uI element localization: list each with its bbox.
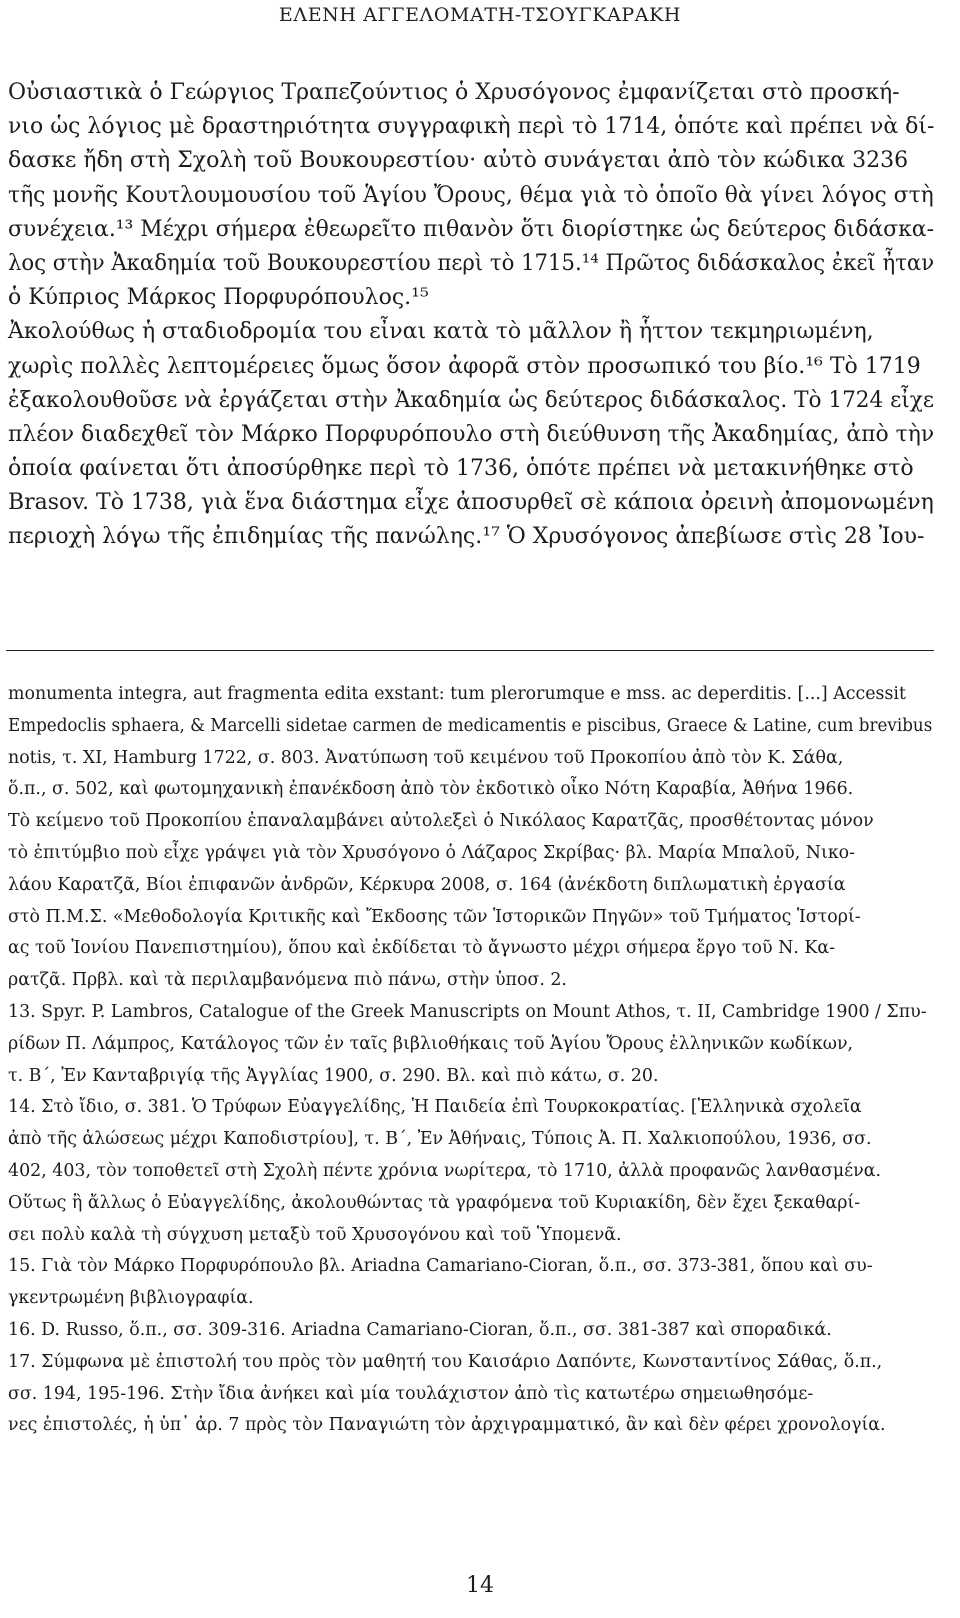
text-line: δασκε ἤδη στὴ Σχολὴ τοῦ Βουκουρεστίου· αὐτὸ συνάγεται ἀπὸ τὸν κώδικα 3236 [8, 148, 909, 174]
text-line: πλέον διαδεχθεῖ τὸν Μάρκο Πορφυρόπουλο στὴ διεύθυνση τῆς Ἀκαδημίας, ἀπὸ τὴν [8, 421, 935, 447]
text-line: περιοχὴ λόγω τῆς ἐπιδημίας τῆς πανώλης.¹⁷ Ὁ Χρυσόγονος ἀπεβίωσε στὶς 28 Ἰου- [8, 524, 925, 550]
footnote-line: σει πολὺ καλὰ τὴ σύγχυση μεταξὺ τοῦ Χρυσογόνου καὶ τοῦ Ὑπομενᾶ. [8, 1224, 622, 1245]
text-line: τῆς μονῆς Κουτλουμουσίου τοῦ Ἁγίου Ὄρους, θέμα γιὰ τὸ ὁποῖο θὰ γίνει λόγος στὴ [8, 182, 934, 208]
text-line: ὁποία φαίνεται ὅτι ἀποσύρθηκε περὶ τὸ 1736, ὁπότε πρέπει νὰ μετακινήθηκε στὸ [8, 456, 914, 482]
footnote-line: 16. D. Russo, ὅ.π., σσ. 309-316. Ariadna Camariano-Cioran, ὅ.π., σσ. 381-387 καὶ σποραδικά. [8, 1319, 832, 1340]
text-line: συνέχεια.¹³ Μέχρι σήμερα ἐθεωρεῖτο πιθανὸν ὅτι διορίστηκε ὡς δεύτερος διδάσκα- [8, 216, 934, 242]
footnote-line: ρατζᾶ. Πρβλ. καὶ τὰ περιλαμβανόμενα πιὸ πάνω, στὴν ὑποσ. 2. [8, 970, 567, 991]
footnote-line: ὅ.π., σ. 502, καὶ φωτομηχανικὴ ἐπανέκδοση ἀπὸ τὸν ἐκδοτικὸ οἶκο Νότη Καραβία, Ἀθήνα 1966. [8, 779, 854, 800]
footnote-line: 13. Spyr. P. Lambros, Catalogue of the Greek Manuscripts on Mount Athos, τ. II, Cambridge 1900 / Σπυ- [8, 1001, 927, 1022]
footnote-line: τὸ ἐπιτύμβιο ποὺ εἶχε γράψει γιὰ τὸν Χρυσόγονο ὁ Λάζαρος Σκρίβας· βλ. Μαρία Μπαλοῦ, Νικο- [8, 842, 856, 863]
text-line: Οὐσιαστικὰ ὁ Γεώργιος Τραπεζούντιος ὁ Χρυσόγονος ἐμφανίζεται στὸ προσκή- [8, 80, 900, 105]
footnote-line: τ. Β΄, Ἐν Κανταβριγίᾳ τῆς Ἀγγλίας 1900, σ. 290. Βλ. καὶ πιὸ κάτω, σ. 20. [8, 1065, 659, 1086]
footnote-line: νες ἐπιστολές, ἡ ὑπ᾽ ἀρ. 7 πρὸς τὸν Παναγιώτη τὸν ἀρχιγραμματικό, ἂν καὶ δὲν φέρει χρονολογία. [8, 1415, 886, 1436]
footnote-line: Οὕτως ἢ ἄλλως ὁ Εὐαγγελίδης, ἀκολουθώντας τὰ γραφόμενα τοῦ Κυριακίδη, δὲν ἔχει ξεκαθαρί- [8, 1192, 861, 1213]
text-line: Ἀκολούθως ἡ σταδιοδρομία του εἶναι κατὰ τὸ μᾶλλον ἢ ἧττον τεκμηριωμένη, [8, 319, 874, 345]
footnote-line: 15. Γιὰ τὸν Μάρκο Πορφυρόπουλο βλ. Ariadna Camariano-Cioran, ὅ.π., σσ. 373-381, ὅπου καὶ συ- [8, 1256, 873, 1277]
footnote-line: Τὸ κείμενο τοῦ Προκοπίου ἐπαναλαμβάνει αὐτολεξεὶ ὁ Νικόλαος Καρατζᾶς, προσθέτοντας μόνον [8, 811, 874, 832]
footnote-line: notis, τ. XI, Hamburg 1722, σ. 803. Ἀνατύπωση τοῦ κειμένου τοῦ Προκοπίου ἀπὸ τὸν Κ. Σάθα, [8, 747, 844, 768]
footnote-line: 17. Σύμφωνα μὲ ἐπιστολή του πρὸς τὸν μαθητή του Καισάριο Δαπόντε, Κωνσταντίνος Σάθας, ὅ.π., [8, 1351, 883, 1372]
footnote-line: monumenta integra, aut fragmenta edita exstant: tum plerorumque e mss. ac deperditis. [...] Accessit [8, 684, 906, 704]
text-line: ἐξακολουθοῦσε νὰ ἐργάζεται στὴν Ἀκαδημία ὡς δεύτερος διδάσκαλος. Τὸ 1724 εἶχε [8, 387, 935, 413]
page-number: 14 [466, 1573, 494, 1598]
footnote-line: ρίδων Π. Λάμπρος, Κατάλογος τῶν ἐν ταῖς βιβλιοθήκαις τοῦ Ἁγίου Ὄρους ἑλληνικῶν κωδίκων, [8, 1033, 854, 1054]
footnote-line: ας τοῦ Ἰονίου Πανεπιστημίου), ὅπου καὶ ἐκδίδεται τὸ ἄγνωστο μέχρι σήμερα ἔργο τοῦ Ν. Κα- [8, 938, 835, 959]
footnotes [8, 679, 932, 1442]
footnote-line: Empedoclis sphaera, & Marcelli sidetae carmen de medicamentis e piscibus, Graece & Latine, cum brevibus [8, 715, 933, 736]
running-header: ΕΛΕΝΗ ΑΓΓΕΛΟΜΑΤΗ-ΤΣΟΥΓΚΑΡΑΚΗ [278, 4, 682, 26]
footnote-line: σσ. 194, 195-196. Στὴν ἴδια ἀνήκει καὶ μία τουλάχιστον ἀπὸ τὶς κατωτέρω σημειωθησόμε- [8, 1383, 814, 1404]
text-line: χωρὶς πολλὲς λεπτομέρειες ὅμως ὅσον ἀφορᾶ στὸν προσωπικό του βίο.¹⁶ Τὸ 1719 [8, 353, 921, 379]
footnote-line: ἀπὸ τῆς ἁλώσεως μέχρι Καποδιστρίου], τ. Β΄, Ἐν Ἀθήναις, Τύποις Ἀ. Π. Χαλκιοπούλου, 1936, σσ. [8, 1129, 872, 1150]
footnote-line: 14. Στὸ ἴδιο, σ. 381. Ὁ Τρύφων Εὐαγγελίδης, Ἡ Παιδεία ἐπὶ Τουρκοκρατίας. [Ἑλληνικὰ σχολεῖα [8, 1097, 862, 1118]
text-line: νιο ὡς λόγιος μὲ δραστηριότητα συγγραφικὴ περὶ τὸ 1714, ὁπότε καὶ πρέπει νὰ δί- [8, 114, 935, 140]
text-line: λος στὴν Ἀκαδημία τοῦ Βουκουρεστίου περὶ τὸ 1715.¹⁴ Πρῶτος διδάσκαλος ἐκεῖ ἦταν [8, 250, 935, 276]
footnote-line: γκεντρωμένη βιβλιογραφία. [8, 1288, 254, 1309]
footnote-line: 402, 403, τὸν τοποθετεῖ στὴ Σχολὴ πέντε χρόνια νωρίτερα, τὸ 1710, ἀλλὰ προφανῶς λανθασμένα. [8, 1160, 881, 1181]
footnote-separator [6, 650, 934, 651]
text-line: Brasov. Τὸ 1738, γιὰ ἕνα διάστημα εἶχε ἀποσυρθεῖ σὲ κάποια ὀρεινὴ ἀπομονωμένη [8, 490, 934, 516]
footnote-line: λάου Καρατζᾶ, Βίοι ἐπιφανῶν ἀνδρῶν, Κέρκυρα 2008, σ. 164 (ἀνέκδοτη διπλωματικὴ ἐργασία [8, 874, 846, 895]
main-text [8, 76, 934, 555]
text-line: ὁ Κύπριος Μάρκος Πορφυρόπουλος.¹⁵ [8, 285, 429, 311]
footnote-line: στὸ Π.Μ.Σ. «Μεθοδολογία Κριτικῆς καὶ Ἔκδοσης τῶν Ἱστορικῶν Πηγῶν» τοῦ Τμήματος Ἱστορί- [8, 906, 861, 927]
